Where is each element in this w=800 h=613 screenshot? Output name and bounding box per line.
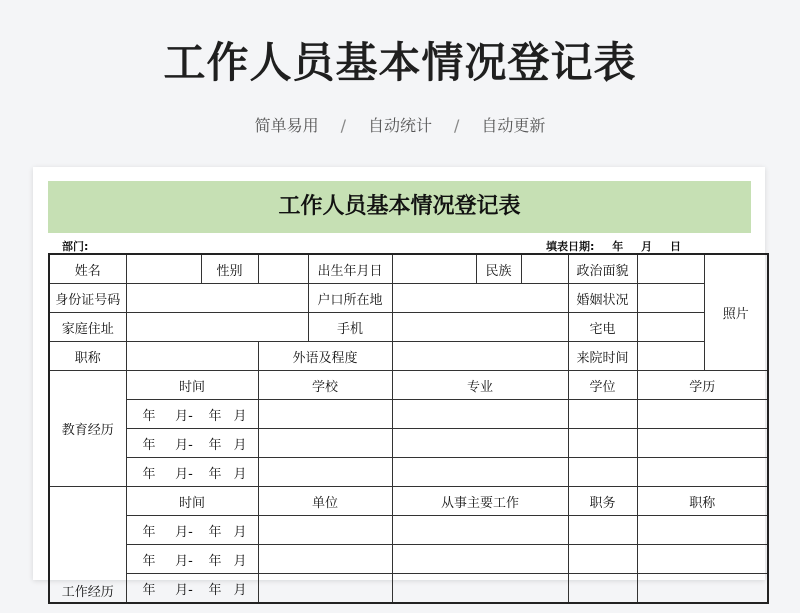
page-title: 工作人员基本情况登记表 <box>163 38 637 87</box>
label-title-rank: 职称 <box>49 342 126 371</box>
edu-header-education: 学历 <box>637 371 768 400</box>
edu-education[interactable] <box>637 429 768 458</box>
sheet-title: 工作人员基本情况登记表 <box>48 181 751 233</box>
edu-header-school: 学校 <box>258 371 392 400</box>
field-mobile[interactable] <box>392 313 568 342</box>
edu-major[interactable] <box>392 400 568 429</box>
field-home-phone[interactable] <box>637 313 704 342</box>
work-date-range[interactable]: 年 月- 年 月 <box>126 545 258 574</box>
tag-auto-stats: 自动统计 <box>367 116 432 135</box>
edu-date-range[interactable]: 年 月- 年 月 <box>126 429 258 458</box>
table-row <box>49 545 768 574</box>
label-ethnicity: 民族 <box>476 254 521 284</box>
label-gender: 性别 <box>201 254 258 284</box>
work-title[interactable] <box>637 516 768 545</box>
edu-header-time: 时间 <box>126 371 258 400</box>
label-hukou: 户口所在地 <box>308 284 392 313</box>
work-header-employer: 单位 <box>258 487 392 516</box>
work-position[interactable] <box>568 545 637 574</box>
work-duties[interactable] <box>392 545 568 574</box>
work-duties[interactable] <box>392 574 568 604</box>
tag-separator: / <box>340 116 346 135</box>
edu-major[interactable] <box>392 429 568 458</box>
work-title[interactable] <box>637 574 768 604</box>
field-gender[interactable] <box>258 254 308 284</box>
edu-major[interactable] <box>392 458 568 487</box>
education-section-label: 教育经历 <box>49 371 126 487</box>
table-row <box>49 458 768 487</box>
edu-education[interactable] <box>637 400 768 429</box>
department-label: 部门: <box>62 240 89 253</box>
edu-school[interactable] <box>258 429 392 458</box>
label-language: 外语及程度 <box>258 342 392 371</box>
field-address[interactable] <box>126 313 308 342</box>
label-id-number: 身份证号码 <box>49 284 126 313</box>
field-language[interactable] <box>392 342 568 371</box>
fill-date <box>546 238 695 254</box>
edu-degree[interactable] <box>568 458 637 487</box>
edu-date-range[interactable]: 年 月- 年 月 <box>126 458 258 487</box>
tag-auto-update: 自动更新 <box>481 116 546 135</box>
work-header-title: 职称 <box>637 487 768 516</box>
fill-date-day: 日 <box>669 240 681 253</box>
fill-date-year: 年 <box>612 240 624 253</box>
feature-tags <box>0 113 800 136</box>
label-home-phone: 宅电 <box>568 313 637 342</box>
fill-date-label: 填表日期: <box>546 240 595 253</box>
field-birth[interactable] <box>392 254 476 284</box>
edu-education[interactable] <box>637 458 768 487</box>
field-ethnicity[interactable] <box>521 254 568 284</box>
edu-date-range[interactable]: 年 月- 年 月 <box>126 400 258 429</box>
work-duties[interactable] <box>392 516 568 545</box>
work-position[interactable] <box>568 516 637 545</box>
label-birth: 出生年月日 <box>308 254 392 284</box>
tag-separator: / <box>454 116 460 135</box>
field-name[interactable] <box>126 254 201 284</box>
label-politics: 政治面貌 <box>568 254 637 284</box>
field-join-date[interactable] <box>637 342 704 371</box>
edu-school[interactable] <box>258 458 392 487</box>
work-date-range[interactable]: 年 月- 年 月 <box>126 574 258 604</box>
table-row <box>49 429 768 458</box>
work-position[interactable] <box>568 574 637 604</box>
tag-easy: 简单易用 <box>254 116 319 135</box>
field-id-number[interactable] <box>126 284 308 313</box>
form-sheet <box>33 167 765 600</box>
field-title-rank[interactable] <box>126 342 258 371</box>
field-marital[interactable] <box>637 284 704 313</box>
field-hukou[interactable] <box>392 284 568 313</box>
registration-table <box>48 253 769 604</box>
edu-header-degree: 学位 <box>568 371 637 400</box>
field-politics[interactable] <box>637 254 704 284</box>
table-row <box>49 516 768 545</box>
label-join-date: 来院时间 <box>568 342 637 371</box>
photo-cell[interactable]: 照片 <box>704 254 768 371</box>
label-mobile: 手机 <box>308 313 392 342</box>
work-employer[interactable] <box>258 574 392 604</box>
work-header-time: 时间 <box>126 487 258 516</box>
work-header-duties: 从事主要工作 <box>392 487 568 516</box>
work-employer[interactable] <box>258 545 392 574</box>
label-address: 家庭住址 <box>49 313 126 342</box>
label-marital: 婚姻状况 <box>568 284 637 313</box>
edu-degree[interactable] <box>568 429 637 458</box>
label-name: 姓名 <box>49 254 126 284</box>
work-header-position: 职务 <box>568 487 637 516</box>
work-title[interactable] <box>637 545 768 574</box>
work-employer[interactable] <box>258 516 392 545</box>
fill-date-month: 月 <box>641 240 653 253</box>
edu-degree[interactable] <box>568 400 637 429</box>
edu-school[interactable] <box>258 400 392 429</box>
table-row <box>49 400 768 429</box>
table-row <box>49 574 768 604</box>
work-date-range[interactable]: 年 月- 年 月 <box>126 516 258 545</box>
work-section-label: 工作经历 <box>49 487 126 604</box>
edu-header-major: 专业 <box>392 371 568 400</box>
